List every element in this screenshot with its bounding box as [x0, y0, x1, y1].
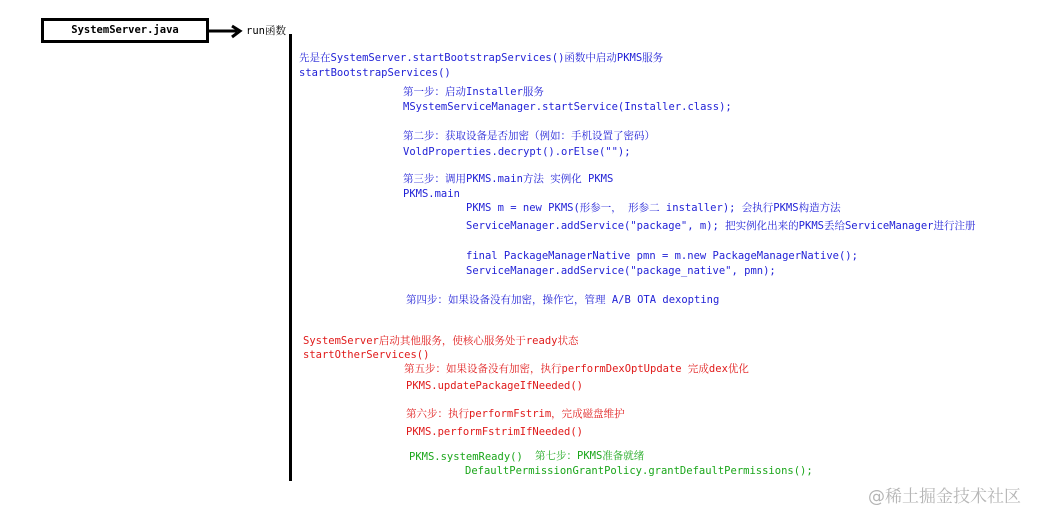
root-class-label: SystemServer.java: [71, 24, 179, 37]
run-function-label: run函数: [246, 25, 286, 37]
step3-sub2: ServiceManager.addService("package", m); 把实例化出来的PKMS丢给ServiceManager进行注册: [466, 220, 976, 232]
bootstrap-call: startBootstrapServices(): [299, 67, 451, 79]
step7-title: 第七步：PKMS准备就绪: [535, 450, 645, 462]
bootstrap-intro: 先是在SystemServer.startBootstrapServices()函数中启动PKMS服务: [299, 52, 664, 64]
step1-code: MSystemServiceManager.startService(Installer.class);: [403, 101, 732, 113]
step1-title: 第一步：启动Installer服务: [403, 86, 544, 98]
step2-title: 第二步：获取设备是否加密（例如：手机设置了密码）: [403, 130, 655, 142]
step7-sub: DefaultPermissionGrantPolicy.grantDefaultPermissions();: [465, 465, 813, 477]
step7-code: PKMS.systemReady(): [409, 451, 523, 463]
other-call: startOtherServices(): [303, 349, 430, 361]
step6-code: PKMS.performFstrimIfNeeded(): [406, 426, 584, 438]
step3-code: PKMS.main: [403, 188, 460, 200]
step4-title: 第四步：如果设备没有加密，操作它，管理 A/B OTA dexopting: [406, 294, 720, 306]
step5-title: 第五步：如果设备没有加密，执行performDexOptUpdate 完成dex优化: [404, 363, 749, 375]
step2-code: VoldProperties.decrypt().orElse("");: [403, 146, 631, 158]
run-timeline-line: [289, 34, 292, 481]
step3-title: 第三步：调用PKMS.main方法 实例化 PKMS: [403, 173, 614, 185]
step6-title: 第六步：执行performFstrim，完成磁盘维护: [406, 408, 625, 420]
watermark: @稀土掘金技术社区: [868, 487, 1021, 507]
step3-sub3: final PackageManagerNative pmn = m.new PackageManagerNative();: [466, 250, 858, 262]
step5-code: PKMS.updatePackageIfNeeded(): [406, 380, 584, 392]
step3-sub4: ServiceManager.addService("package_native", pmn);: [466, 265, 776, 277]
step3-sub1: PKMS m = new PKMS(形参一， 形参二 installer); 会执行PKMS构造方法: [466, 202, 841, 214]
other-intro: SystemServer启动其他服务，使核心服务处于ready状态: [303, 335, 579, 347]
